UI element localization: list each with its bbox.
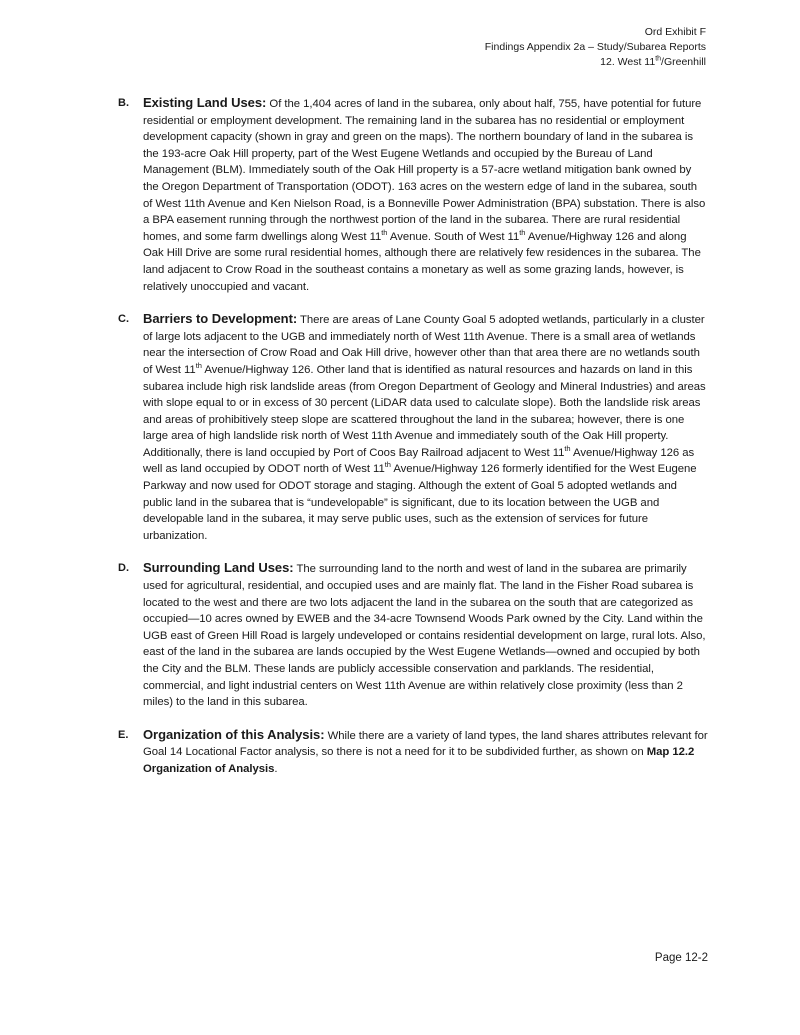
header-exhibit: Ord Exhibit F — [644, 26, 706, 38]
section-organization-of-analysis — [118, 727, 708, 778]
section-title: Organization of this Analysis: — [143, 726, 325, 742]
section-body: Barriers to Development: There are areas of Lane County Goal 5 adopted wetlands, particularly in a cluster of large lots adjacent to the UGB and immediately north of West 11th Avenue. There is a small area of wetlands near the intersection of Crow Road and Oak Hill drive, however other than that area there are no wetlands south of West 11th Avenue/Highway 126. Other land that is identified as natural resources and hazards on land in this subarea include high risk landslide areas (from Oregon Department of Geology and Mineral Industries) and areas with slope equal to or in excess of 30 percent (LiDAR data used to calculate slope). Both the landslide risk areas and areas of prohibitively steep slope are scattered throughout the land in the subarea; however, there is one large area of high landslide risk north of West 11th Avenue and immediately south of the Oak Hill property. Additionally, there is land occupied by Port of Coos Bay Railroad adjacent to West 11th Avenue/Highway 126 as well as land occupied by ODOT north of West 11th Avenue/Highway 126 formerly identified for the West Eugene Parkway and now used for ODOT storage and staging. Although the extent of Goal 5 adopted wetlands and public land in the subarea that is “undevelopable” is significant, due to its location between the UGB and developable land in the subarea, it may serve public uses, such as the extension of services for future urbanization. — [143, 311, 706, 542]
page-number: Page 12-2 — [654, 952, 708, 964]
section-letter: D. — [118, 562, 129, 575]
section-letter: E. — [118, 728, 129, 741]
section-body: Existing Land Uses: Of the 1,404 acres of land in the subarea, only about half, 755, have potential for future residential or employment development. The remaining land in the subarea has no residential or employment development capacity (shown in gray and green on the maps). The northern boundary of land in the subarea is the 193-acre Oak Hill property, part of the West Eugene Wetlands and occupied by the Bureau of Land Management (BLM). Immediately south of the Oak Hill property is a 57-acre wetland mitigation bank owned by the Oregon Department of Transportation (ODOT). 163 acres on the western edge of land in the subarea, south of West 11th Avenue and Ken Nielson Road, is a Bonneville Power Administration (BPA) substation. There is also a BPA easement running through the northwest portion of the land in the subarea. There are rural residential homes, and some farm dwellings along West 11th Avenue. South of West 11th Avenue/Highway 126 and along Oak Hill Drive are some rural residential homes, although there are relatively few residences in the subarea. The land adjacent to Crow Road in the southeast contains a monetary as well as some grazing lands, however, is relatively unoccupied and vacant. — [143, 95, 706, 293]
map-reference: Map 12.2 Organization of Analysis — [143, 746, 695, 775]
header-appendix: Findings Appendix 2a – Study/Subarea Reports — [484, 41, 706, 53]
section-body: Organization of this Analysis: While there are a variety of land types, the land shares attributes relevant for Goal 14 Locational Factor analysis, so there is not a need for it to be subdivided further, as shown on Map 12.2 Organization of Analysis. — [143, 726, 708, 775]
section-title: Existing Land Uses: — [143, 95, 267, 110]
section-title: Surrounding Land Uses: — [143, 560, 294, 576]
section-title: Barriers to Development: — [143, 311, 298, 327]
section-letter: B. — [118, 97, 129, 109]
page-header — [485, 25, 706, 70]
section-existing-land-uses — [118, 95, 708, 295]
section-body: Surrounding Land Uses: The surrounding land to the north and west of land in the subarea are primarily used for agricultural, residential, and occupied uses and are mainly flat. The land in the Fisher Road subarea is located to the west and there are two lots adjacent the land in the subarea on the south that are categorized as occupied—10 acres owned by EWEB and the 34-acre Townsend Woods Park owned by the City. Land within the UGB east of Green Hill Road is largely undeveloped or contains residential development on large, rural lots. Also, east of the land in the subarea are lands occupied by the West Eugene Wetlands—owned and occupied by both the City and the BLM. These lands are publicly accessible conservation and parklands. The residential, commercial, and light industrial centers on West 11th Avenue are within relatively close proximity (less than 2 miles) to the land in this subarea. — [143, 560, 706, 709]
section-letter: C. — [118, 313, 129, 326]
header-report: 12. West 11th/Greenhill — [600, 55, 706, 68]
section-surrounding-land-uses — [118, 560, 708, 710]
section-barriers-to-development — [118, 311, 708, 544]
section-list — [118, 95, 708, 794]
